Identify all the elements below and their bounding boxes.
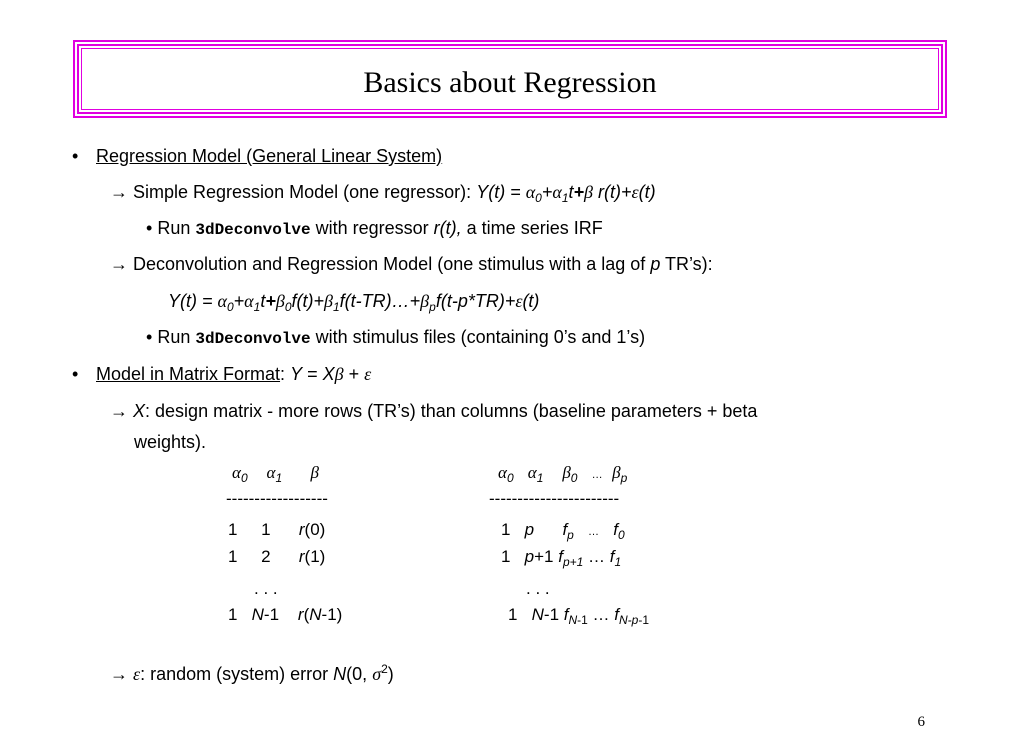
bullet-dot: • [72, 146, 79, 166]
simple-model-equation: $Y(t) = \alpha_0+\alpha_1t+\beta$ r(t)+ε(t) [476, 182, 656, 205]
deconv-model-line: → Deconvolution and Regression Model (one stimulus with a lag of p TR’s): [110, 254, 713, 274]
arrow-icon: → [110, 664, 128, 684]
regression-model-heading: Regression Model (General Linear System) [96, 146, 443, 166]
left-matrix-dots: . . . [254, 579, 278, 598]
error-line: → ε: random (system) error N(0, $\sigma^2$) [110, 662, 394, 684]
page-number: 6 [917, 714, 925, 730]
left-matrix-dashes: ------------------ [226, 489, 328, 508]
bullet-dot: • [72, 364, 79, 384]
stim-run-line: • Run 3dDeconvolve with stimulus files (containing 0’s and 1’s) [146, 327, 646, 348]
sub-bullet-dot: • [146, 218, 153, 238]
right-matrix-dots: . . . [526, 579, 550, 598]
slide-title: Basics about Regression [363, 66, 657, 99]
program-name: 3dDeconvolve [195, 221, 311, 239]
program-name: 3dDeconvolve [195, 330, 311, 348]
right-matrix-header: $\alpha_0$ $\alpha_1$ $\beta_0$ … $\beta_p$ [498, 463, 628, 485]
simple-run-line: • Run 3dDeconvolve with regressor r(t), a time series IRF [146, 218, 603, 239]
simple-model-line: → Simple Regression Model (one regressor): $Y(t) = \alpha_0+\alpha_1t+\beta$ r(t)+ε(t) [110, 182, 656, 205]
arrow-icon: → [110, 401, 128, 421]
left-matrix-header: $\alpha_0$ $\alpha_1$ β [232, 463, 319, 485]
left-matrix-row: 1 2 r(1) [228, 547, 326, 566]
arrow-icon: → [110, 254, 128, 274]
x-desc-line-2: weights). [134, 432, 207, 452]
right-matrix-row: 1 N-1 $f_{N-1}$ … $f_{N-p-1}$ [508, 605, 650, 627]
right-matrix-row: 1 p+1 $f_{p+1}$ … $f_1$ [501, 547, 622, 569]
left-matrix-row: 1 N-1 r(N-1) [228, 605, 343, 624]
right-matrix-dashes: ----------------------- [489, 489, 620, 508]
title-box [73, 40, 947, 118]
sub-bullet-dot: • [146, 327, 153, 347]
right-matrix-row: 1 p $f_p$ … $f_0$ [501, 520, 625, 542]
matrix-format-heading: Model in Matrix Format: Y = Xβ + ε [96, 364, 372, 384]
left-matrix-row: 1 1 r(0) [228, 520, 326, 539]
deconv-equation: $Y(t) = \alpha_0+\alpha_1t+\beta_0f(t)+\beta_1f(t-TR)\dots+\beta_pf(t-p*TR)+\varepsilon(t)$ [168, 291, 540, 314]
x-desc-line: → X: design matrix - more rows (TR’s) than columns (baseline parameters + beta [110, 401, 758, 421]
arrow-icon: → [110, 182, 128, 202]
